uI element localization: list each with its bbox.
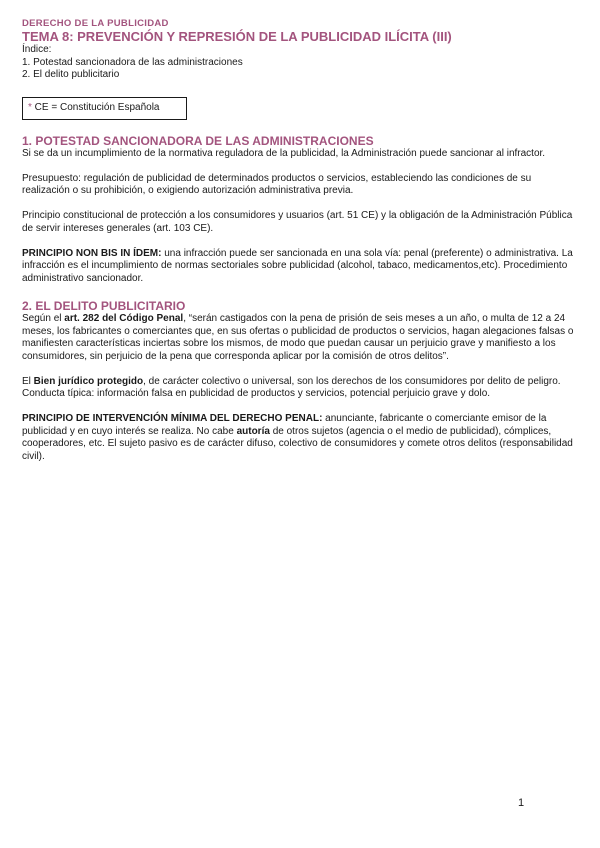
section-1-paragraph-3: Principio constitucional de protección a los consumidores y usuarios (art. 51 CE) y la obligación de la Administración Pública de servir intereses generales (art. 103 CE). bbox=[22, 210, 573, 234]
section-2-paragraph-3 bbox=[22, 413, 578, 463]
index-item-2: 2. El delito publicitario bbox=[22, 69, 120, 80]
section-1-paragraph-4 bbox=[22, 248, 578, 286]
section-2-p1-quote: , “serán castigados con la pena de prisión de seis meses a un año, o multa de 12 a 24 meses, los fabricantes o comerciantes que, en sus ofertas o publicidad de productos o servicios, hagan alegaciones falsas o manifiesten características inciertas sobre los mismos, de modo que puedan causar un perjuicio grave y manifiesto a los consumidores, sin perjuicio de la pena que corresponda aplicar por la comisión de otros delitos”. bbox=[22, 313, 574, 362]
section-1-paragraph-2: Presupuesto: regulación de publicidad de determinados productos o servicios, estableciendo las condiciones de su realización o su prohibición, o exigiendo autorización administrativa previa. bbox=[22, 172, 532, 196]
minimal-intervention-term: PRINCIPIO DE INTERVENCIÓN MÍNIMA DEL DERECHO PENAL: bbox=[22, 413, 323, 424]
document-page bbox=[22, 18, 578, 463]
note-asterisk: * bbox=[28, 101, 32, 113]
article-reference: art. 282 del Código Penal bbox=[64, 313, 184, 324]
abbreviation-note-box bbox=[22, 97, 187, 120]
section-1-paragraph-1: Si se da un incumplimiento de la normativa reguladora de la publicidad, la Administración puede sancionar al infractor. bbox=[22, 147, 546, 159]
page-title: TEMA 8: PREVENCIÓN Y REPRESIÓN DE LA PUBLICIDAD ILÍCITA (III) bbox=[22, 29, 452, 44]
authorship-term: autoría bbox=[236, 425, 270, 437]
section-1-title: 1. POTESTAD SANCIONADORA DE LAS ADMINISTRACIONES bbox=[22, 133, 374, 148]
non-bis-in-idem-term: PRINCIPIO NON BIS IN ÍDEM: bbox=[22, 247, 162, 259]
section-2-p3-text-b: de otros sujetos (agencia o el medio de publicidad), cómplices, cooperadores, etc. El sujeto pasivo es de carácter difuso, colectivo de consumidores y comete otros delitos (responsabilidad civil). bbox=[22, 425, 573, 462]
index-item-1: 1. Potestad sancionadora de las administraciones bbox=[22, 56, 243, 68]
section-2-p3-text-a: anunciante, fabricante o comerciante emisor de la publicidad y en cuyo interés se realiza. No cabe bbox=[22, 413, 547, 437]
index-label: Índice: bbox=[22, 44, 52, 55]
note-text: CE = Constitución Española bbox=[31, 101, 160, 113]
subject-header: DERECHO DE LA PUBLICIDAD bbox=[22, 18, 169, 29]
section-2-p2-text: , de carácter colectivo o universal, son los derechos de los consumidores por delito de peligro. Conducta típica: información falsa en publicidad de productos y servicios, potencial perjuicio grave y dolo. bbox=[22, 375, 561, 399]
section-2-title: 2. EL DELITO PUBLICITARIO bbox=[22, 299, 186, 313]
section-2-p1-lead: Según el bbox=[22, 313, 65, 324]
section-2-paragraph-1 bbox=[22, 313, 578, 363]
index bbox=[22, 44, 578, 82]
section-1-paragraph-4-text: una infracción puede ser sancionada en una sola vía: penal (preferente) o administrativa. La infracción es el incumplimiento de normas sectoriales sobre publicidad (alcohol, tabaco, medicamentos,etc). Procedimiento administrativo sancionador. bbox=[22, 247, 573, 284]
page-number: 1 bbox=[518, 797, 525, 809]
section-2-p2-lead: El bbox=[22, 375, 34, 387]
protected-legal-good-term: Bien jurídico protegido bbox=[33, 375, 144, 387]
section-2-paragraph-2 bbox=[22, 376, 578, 401]
